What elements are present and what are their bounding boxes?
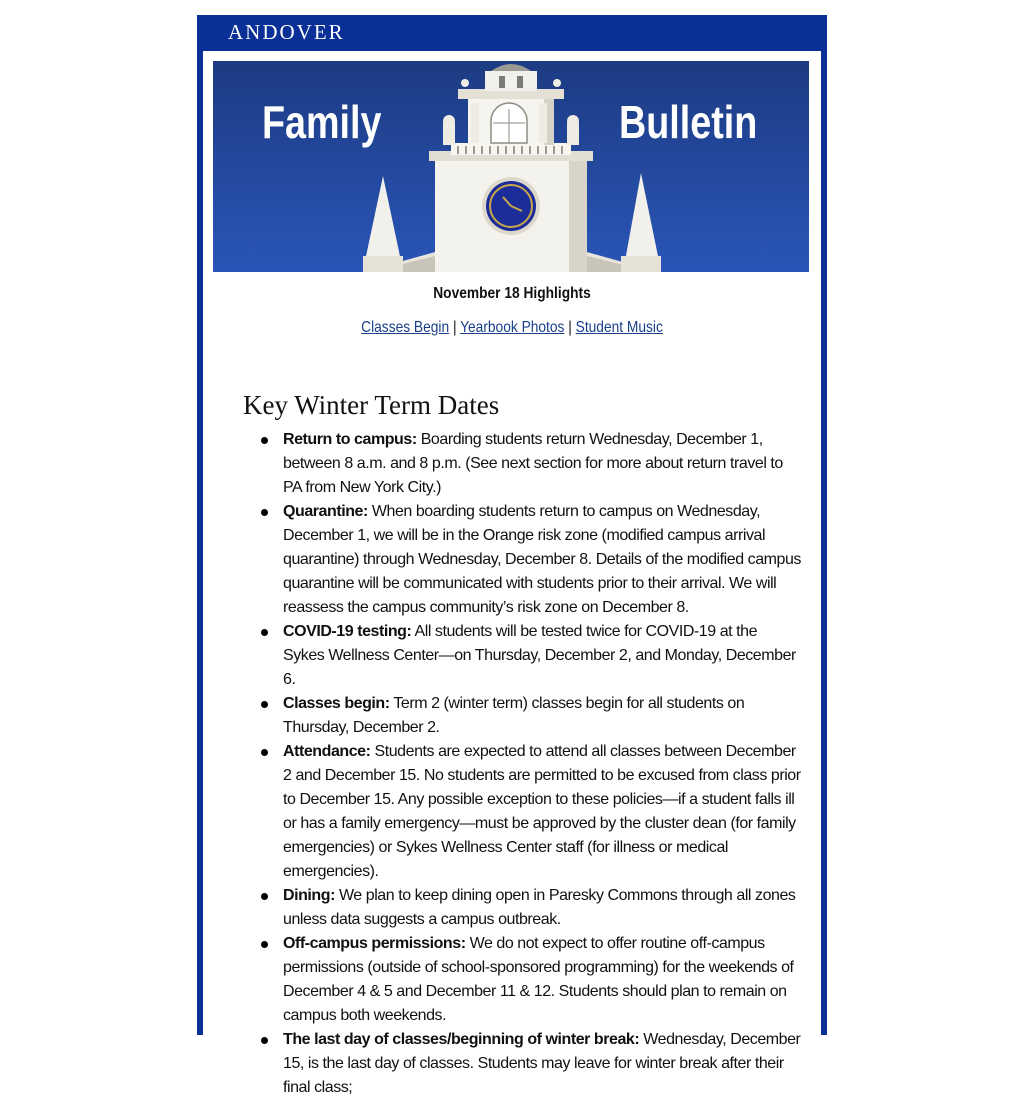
section-title: Key Winter Term Dates (243, 390, 500, 420)
item-text: When boarding students return to campus on Wednesday, December 1, we will be in the Orange risk zone (modified campus arrival quarantine) through Wednesday, December 8. Details of the modified campus quarantine will be communicated with students prior to their arrival. We will reassess the campus community’s risk zone on December 8. (283, 503, 801, 616)
item-lead: The last day of classes/beginning of winter break: (283, 1031, 640, 1048)
email-frame (197, 15, 827, 1096)
hero-title-bulletin: Bulletin (619, 96, 758, 148)
highlights-heading: November 18 Highlights (433, 285, 591, 302)
link-classes-begin[interactable]: Classes Begin (361, 319, 450, 336)
item-lead: Quarantine: (283, 503, 368, 520)
item-text: We do not expect to offer routine off-campus permissions (outside of school-sponsored programming) for the weekends of December 4 & 5 and December 11 & 12. Students should plan to remain on campus both weekends. (283, 935, 794, 1024)
bullet-icon (261, 629, 268, 636)
item-text: Boarding students return Wednesday, December 1, between 8 a.m. and 8 p.m. (See next section for more about return travel to PA from New York City.) (283, 431, 783, 496)
link-yearbook-photos[interactable]: Yearbook Photos (460, 319, 565, 336)
list-item (241, 620, 801, 692)
hero-banner (213, 61, 809, 272)
email-body (203, 51, 821, 1096)
list-item (241, 692, 801, 740)
list-item (241, 932, 801, 1028)
item-lead: Return to campus: (283, 431, 417, 448)
bullet-icon (261, 437, 268, 444)
list-item (241, 884, 801, 932)
link-separator: | (452, 319, 457, 336)
item-text: Term 2 (winter term) classes begin for all students on Thursday, December 2. (283, 695, 745, 736)
link-student-music[interactable]: Student Music (575, 319, 663, 336)
item-text: All students will be tested twice for COVID-19 at the Sykes Wellness Center—on Thursday, December 2, and Monday, December 6. (283, 623, 796, 688)
bullet-icon (261, 893, 268, 900)
bullet-icon (261, 1037, 268, 1044)
item-text: Students are expected to attend all classes between December 2 and December 15. No students are permitted to be excused from class prior to December 15. Any possible exception to these policies—if a student falls ill or has a family emergency—must be approved by the cluster dean (for family emergencies) or Sykes Wellness Center staff (for illness or medical emergencies). (283, 743, 801, 880)
item-lead: Attendance: (283, 743, 371, 760)
item-text: We plan to keep dining open in Paresky Commons through all zones unless data suggests a campus outbreak. (283, 887, 796, 928)
item-lead: Classes begin: (283, 695, 390, 712)
bullet-icon (261, 749, 268, 756)
list-item (241, 1028, 801, 1100)
item-lead: Off-campus permissions: (283, 935, 466, 952)
key-dates-list (241, 428, 801, 1100)
item-lead: Dining: (283, 887, 335, 904)
link-separator: | (568, 319, 572, 336)
item-lead: COVID-19 testing: (283, 623, 412, 640)
bullet-icon (261, 701, 268, 708)
hero-title-family: Family (262, 96, 382, 148)
brand-logo: ANDOVER (228, 20, 345, 44)
quick-links (246, 319, 777, 337)
clock-tower-illustration (213, 61, 809, 272)
list-item (241, 428, 801, 500)
list-item (241, 500, 801, 620)
list-item (241, 740, 801, 884)
bullet-icon (261, 941, 268, 948)
bullet-icon (261, 509, 268, 516)
item-text: Wednesday, December 15, is the last day of classes. Students may leave for winter break after their final class; (283, 1031, 801, 1096)
